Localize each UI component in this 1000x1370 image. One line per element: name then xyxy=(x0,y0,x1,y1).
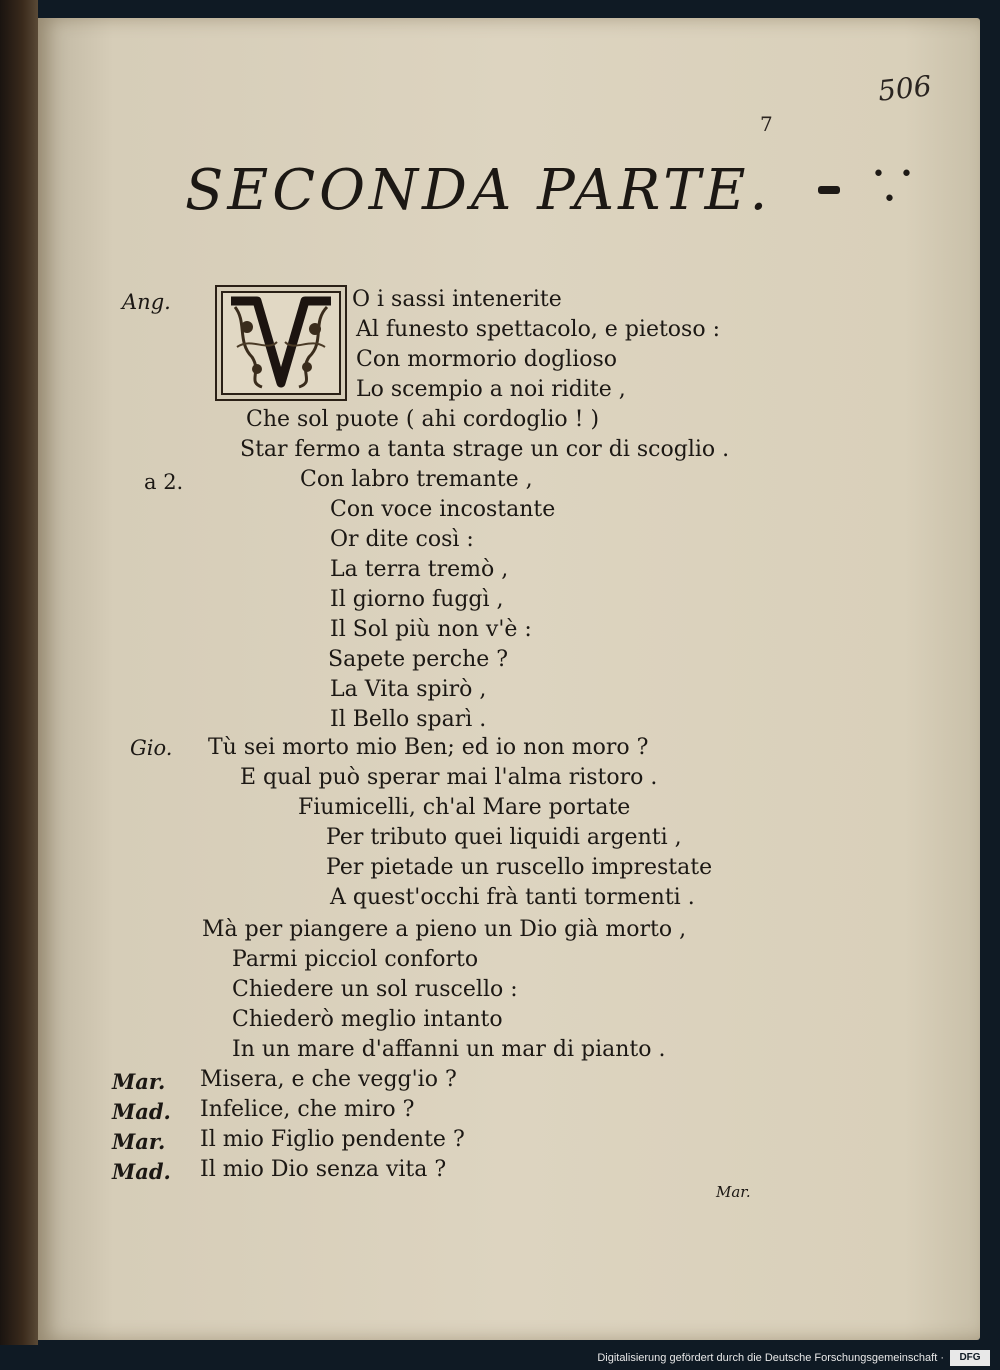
verse-line: La terra tremò , xyxy=(330,557,509,582)
verse-line: Lo scempio a noi ridite , xyxy=(356,377,626,402)
ink-dots-mark: • • • xyxy=(872,162,917,212)
page-title: SECONDA PARTE. xyxy=(185,158,772,223)
speaker-label: Gio. xyxy=(130,736,173,760)
verse-line: Il mio Dio senza vita ? xyxy=(200,1157,447,1182)
verse-line: Sapete perche ? xyxy=(328,647,509,672)
verse-line: Chiedere un sol ruscello : xyxy=(232,977,518,1002)
digitization-credit: Digitalisierung gefördert durch die Deutsche Forschungsgemeinschaft · xyxy=(597,1352,944,1364)
verse-line: Per tributo quei liquidi argenti , xyxy=(326,825,682,850)
decorated-initial-v xyxy=(215,285,347,401)
speaker-label: Mad. xyxy=(112,1099,171,1124)
speaker-label: Mad. xyxy=(112,1159,171,1184)
verse-line: Il mio Figlio pendente ? xyxy=(200,1127,465,1152)
verse-line: Al funesto spettacolo, e pietoso : xyxy=(356,317,720,342)
ornamental-v-icon xyxy=(217,287,345,399)
verse-line: La Vita spirò , xyxy=(330,677,487,702)
verse-line: In un mare d'affanni un mar di pianto . xyxy=(232,1037,666,1062)
verse-line: Il giorno fuggì , xyxy=(330,587,504,612)
verse-line: E qual può sperar mai l'alma ristoro . xyxy=(240,765,658,790)
verse-line: Con voce incostante xyxy=(330,497,556,522)
speaker-label: Mar. xyxy=(112,1069,166,1094)
catchword: Mar. xyxy=(716,1183,751,1201)
dfg-logo: DFG xyxy=(950,1350,990,1366)
verse-line: A quest'occhi frà tanti tormenti . xyxy=(330,885,695,910)
verse-line: Chiederò meglio intanto xyxy=(232,1007,503,1032)
verse-line: Or dite così : xyxy=(330,527,474,552)
signature-mark: 7 xyxy=(760,112,773,136)
verse-line: Il Sol più non v'è : xyxy=(330,617,532,642)
page-number: 506 xyxy=(876,69,934,108)
verse-line: Mà per piangere a pieno un Dio già morto , xyxy=(202,917,687,942)
verse-line: O i sassi intenerite xyxy=(352,287,562,312)
verse-line: Che sol puote ( ahi cordoglio ! ) xyxy=(246,407,600,432)
speaker-label: Ang. xyxy=(122,290,171,314)
verse-line: Star fermo a tanta strage un cor di scoglio . xyxy=(240,437,730,462)
verse-line: Tù sei morto mio Ben; ed io non moro ? xyxy=(208,735,649,760)
verse-line: Con labro tremante , xyxy=(300,467,533,492)
speaker-label: a 2. xyxy=(144,470,184,494)
verse-line: Per pietade un ruscello imprestate xyxy=(326,855,713,880)
verse-line: Con mormorio doglioso xyxy=(356,347,618,372)
verse-line: Infelice, che miro ? xyxy=(200,1097,415,1122)
book-spine xyxy=(0,0,38,1370)
verse-line: Misera, e che vegg'io ? xyxy=(200,1067,457,1092)
speaker-label: Mar. xyxy=(112,1129,166,1154)
ink-dash-mark xyxy=(818,186,840,194)
verse-line: Il Bello sparì . xyxy=(330,707,487,732)
verse-line: Parmi picciol conforto xyxy=(232,947,479,972)
verse-line: Fiumicelli, ch'al Mare portate xyxy=(298,795,631,820)
